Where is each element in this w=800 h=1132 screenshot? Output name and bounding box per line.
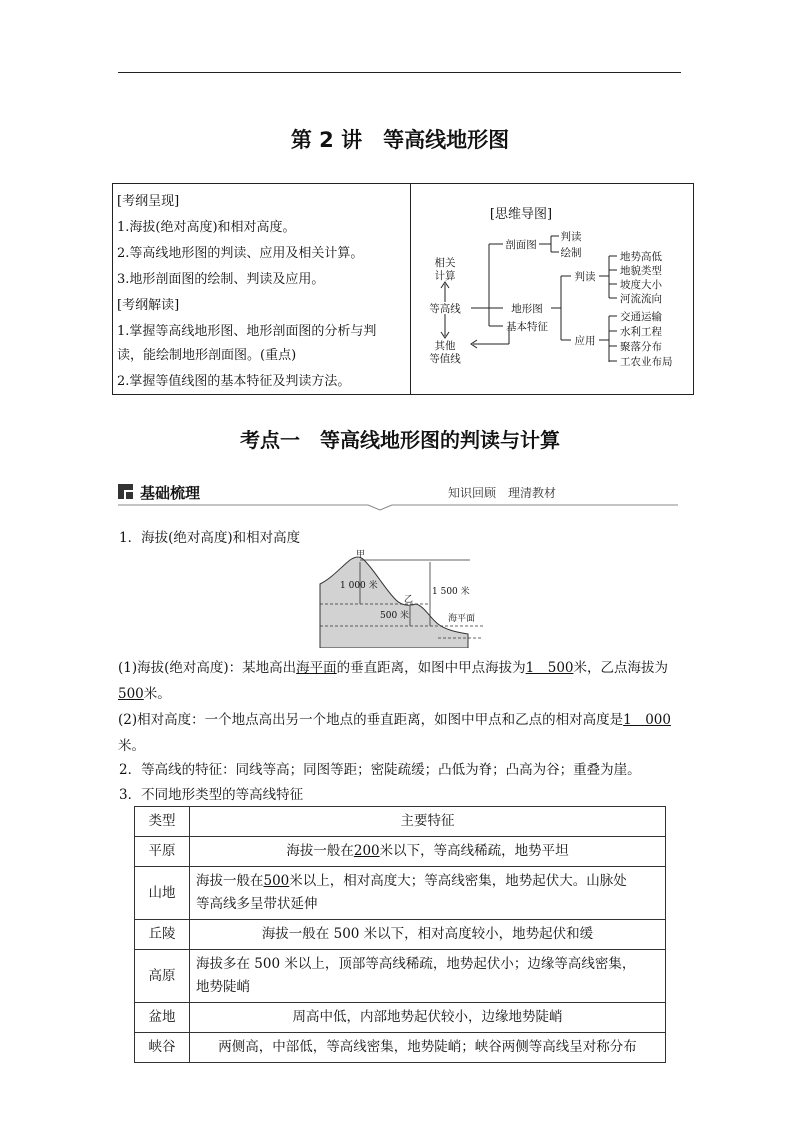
table-header: 类型 xyxy=(135,807,190,837)
answer-blank: 500 xyxy=(263,873,290,889)
node-r7: 聚落分布 xyxy=(620,341,662,353)
text: 等高线多呈带状延伸 xyxy=(196,896,318,912)
table-cell-type: 盆地 xyxy=(135,1003,190,1033)
text: 米以上，相对高度大；等高线密集，地势起伏大。山脉处 xyxy=(289,873,627,889)
para-relative xyxy=(118,708,671,728)
syllabus-line: 1.掌握等高线地形图、地形剖面图的分析与判 xyxy=(117,324,377,339)
table-cell-feature: 海拔一般在 500 米以下，相对高度较小，地势起伏和缓 xyxy=(190,920,666,950)
table-header: 主要特征 xyxy=(190,807,666,837)
text: 海拔一般在 xyxy=(196,873,264,889)
syllabus-box xyxy=(112,183,694,395)
landform-table xyxy=(134,806,666,1063)
syllabus-line: [考纲解读] xyxy=(117,298,180,313)
table-cell-feature xyxy=(190,867,666,920)
table-row xyxy=(135,950,666,1003)
answer-blank: 200 xyxy=(353,843,380,859)
label-1000: 1 000 米 xyxy=(340,581,378,591)
text: 米。 xyxy=(143,686,171,702)
table-header-row xyxy=(135,807,666,837)
node-r3: 坡度大小 xyxy=(620,279,662,291)
syllabus-line: 1.海拔(绝对高度)和相对高度。 xyxy=(117,220,296,235)
table-cell-feature: 周高中低，内部地势起伏较小，边缘地势陡峭 xyxy=(190,1003,666,1033)
node-qita: 其他 xyxy=(434,340,456,352)
node-r8: 工农业布局 xyxy=(620,356,673,368)
node-denggaoxian: 等高线 xyxy=(429,303,461,315)
mind-map-title: [思维导图] xyxy=(489,207,553,222)
label-1500: 1 500 米 xyxy=(432,587,470,597)
table-cell-type: 高原 xyxy=(135,950,190,1003)
node-r4: 河流流向 xyxy=(620,293,662,305)
page-title: 第 2 讲 等高线地形图 xyxy=(290,128,510,152)
table-cell-feature xyxy=(190,837,666,867)
syllabus-text xyxy=(113,184,411,394)
label-yi: 乙 xyxy=(404,595,414,605)
table-row xyxy=(135,837,666,867)
para-relative-cont: 米。 xyxy=(118,738,145,754)
node-jisuan: 计算 xyxy=(434,270,456,282)
table-row xyxy=(135,1003,666,1033)
table-cell-type: 峡谷 xyxy=(135,1033,190,1063)
syllabus-line: 读，能绘制地形剖面图。(重点) xyxy=(117,348,297,363)
item-3: 3．不同地形类型的等高线特征 xyxy=(119,787,304,803)
para-altitude-cont xyxy=(118,682,171,702)
text: (2)相对高度：一个地点高出另一个地点的垂直距离，如图中甲点和乙点的相对高度是 xyxy=(118,712,624,728)
text: 米以下，等高线稀疏，地势平坦 xyxy=(379,843,569,859)
node-huizhi: 绘制 xyxy=(560,247,582,259)
table-row xyxy=(135,920,666,950)
node-dixingtu: 地形图 xyxy=(511,303,543,315)
header-square-core xyxy=(126,492,133,499)
text: 海拔多在 500 米以上，顶部等高线稀疏，地势起伏小；边缘等高线密集， xyxy=(196,956,636,972)
para-altitude xyxy=(118,656,668,676)
syllabus-line: [考纲呈现] xyxy=(117,194,180,209)
table-cell-type: 丘陵 xyxy=(135,920,190,950)
table-cell-type: 山地 xyxy=(135,867,190,920)
answer-blank: 1 500 xyxy=(525,660,574,676)
node-pandu-2: 判读 xyxy=(574,271,596,283)
node-r5: 交通运输 xyxy=(620,311,662,323)
node-yingyong: 应用 xyxy=(574,335,596,347)
node-jibentezheng: 基本特征 xyxy=(506,321,548,333)
text: 海拔一般在 xyxy=(286,843,354,859)
table-row xyxy=(135,867,666,920)
node-r6: 水利工程 xyxy=(620,326,662,338)
table-cell-feature: 两侧高，中部低，等高线密集，地势陡峭；峡谷两侧等高线呈对称分布 xyxy=(190,1033,666,1063)
header-label: 基础梳理 xyxy=(140,484,201,502)
text: 的垂直距离，如图中甲点海拔为 xyxy=(336,660,526,676)
node-poumiantu: 剖面图 xyxy=(505,239,537,251)
item-2: 2．等高线的特征：同线等高；同图等距；密陡疏缓；凸低为脊；凸高为谷；重叠为崖。 xyxy=(119,762,641,778)
mind-map-diagram xyxy=(411,184,693,394)
table-cell-feature xyxy=(190,950,666,1003)
answer-blank: 海平面 xyxy=(296,660,337,676)
label-jia: 甲 xyxy=(356,550,366,560)
mind-map xyxy=(411,184,693,394)
altitude-figure xyxy=(318,548,488,648)
table-cell-type: 平原 xyxy=(135,837,190,867)
section-title: 考点一 等高线地形图的判读与计算 xyxy=(240,428,560,452)
syllabus-line: 2.等高线地形图的判读、应用及相关计算。 xyxy=(117,246,364,261)
item-1: 1．海拔(绝对高度)和相对高度 xyxy=(119,530,301,546)
table-row xyxy=(135,1033,666,1063)
node-dengzhixian: 等值线 xyxy=(429,353,461,365)
label-sea: 海平面 xyxy=(448,614,476,624)
syllabus-line: 2.掌握等值线图的基本特征及判读方法。 xyxy=(117,374,351,389)
label-500: 500 米 xyxy=(380,611,410,621)
syllabus-line: 3.地形剖面图的绘制、判读及应用。 xyxy=(117,272,325,287)
node-r2: 地貌类型 xyxy=(620,265,662,277)
section-header xyxy=(118,482,678,512)
header-underline xyxy=(118,504,678,514)
node-r1: 地势高低 xyxy=(620,251,662,263)
node-pandu-1: 判读 xyxy=(560,231,582,243)
answer-blank: 500 xyxy=(118,686,144,702)
node-xiangguan: 相关 xyxy=(434,257,456,269)
top-rule xyxy=(118,72,681,73)
text: 米，乙点海拔为 xyxy=(573,660,669,676)
answer-blank: 1 000 xyxy=(623,712,671,728)
text: 地势陡峭 xyxy=(196,979,250,995)
text: (1)海拔(绝对高度)：某地高出 xyxy=(118,660,297,676)
header-sub: 知识回顾 理清教材 xyxy=(448,486,557,500)
